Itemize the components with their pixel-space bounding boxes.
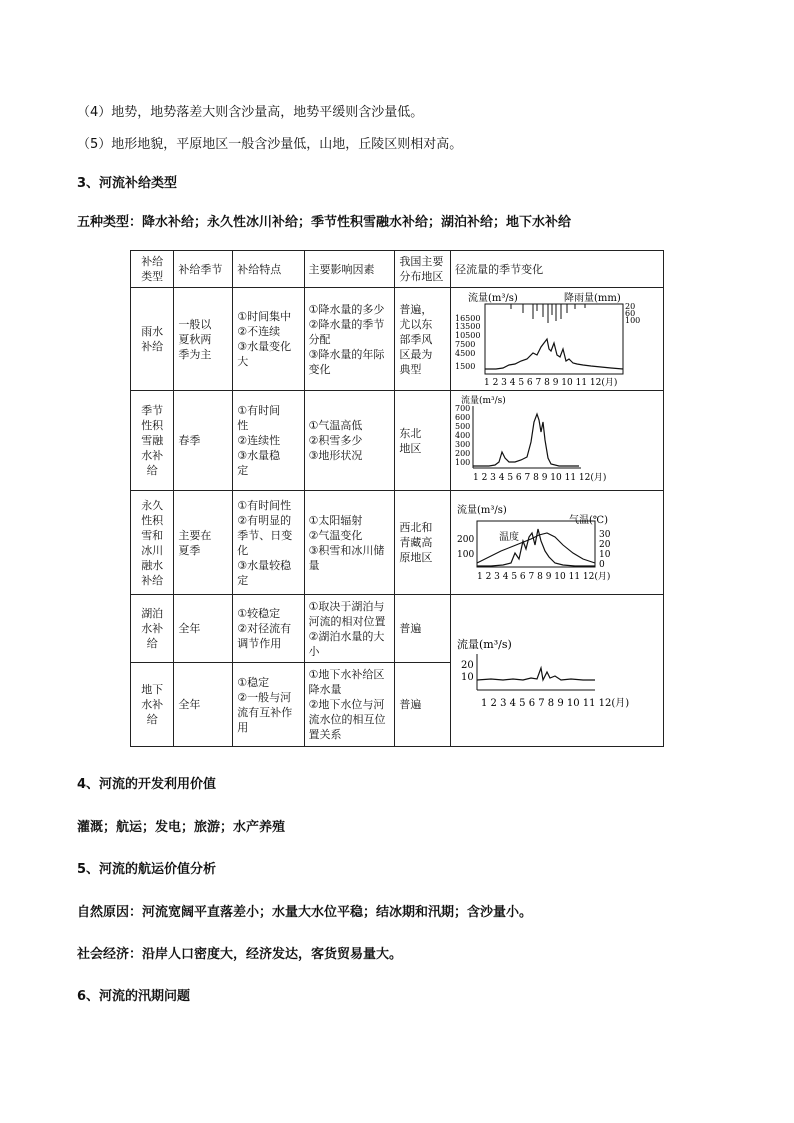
- row-rain-type: 雨水 补给: [131, 288, 174, 391]
- row-rain-season: 一般以 夏秋两 季为主: [174, 288, 233, 391]
- rain-right-tick: 100: [625, 316, 641, 325]
- groundwater-runoff-chart: [451, 596, 656, 746]
- row-rain-chart-cell: [451, 288, 664, 391]
- table-row: [131, 491, 664, 595]
- header-type: 补给 类型: [131, 251, 174, 288]
- row-glacier-features: ①有时间性 ②有明显的 季节、日变化 ③水量较稳 定: [233, 491, 304, 595]
- row-snow-season: 春季: [174, 391, 233, 491]
- ground-flow-label: 流量(m³/s): [457, 637, 512, 651]
- snow-runoff-line: [473, 414, 579, 466]
- rain-right-tick: 60: [625, 309, 636, 318]
- row-ground-regions: 普遍: [395, 663, 451, 747]
- row-ground-features: ①稳定 ②一般与河 流有互补作 用: [233, 663, 304, 747]
- row-glacier-season: 主要在 夏季: [174, 491, 233, 595]
- rain-runoff-line: [485, 339, 623, 369]
- row-ground-type: 地下 水补 给: [131, 663, 174, 747]
- row-glacier-type: 永久 性积 雪和 冰川 融水 补给: [131, 491, 174, 595]
- glacier-right-tick: 0: [599, 559, 605, 570]
- section-4-body: 灌溉；航运；发电；旅游；水产养殖: [77, 820, 286, 835]
- snow-y-tick: 300: [455, 439, 471, 449]
- snow-y-tick: 100: [455, 457, 471, 467]
- rain-right-tick: 20: [625, 302, 636, 311]
- row-glacier-chart-cell: [451, 491, 664, 595]
- rain-x-axis: 1 2 3 4 5 6 7 8 9 10 11 12(月): [484, 378, 618, 388]
- rain-flow-label: 流量(m³/s): [468, 293, 518, 304]
- table-row: [131, 391, 664, 491]
- glacier-temp-label: 气温(℃): [569, 514, 609, 526]
- row-glacier-regions: 西北和 青藏高 原地区: [395, 491, 451, 595]
- glacier-flow-label: 流量(m³/s): [457, 504, 507, 516]
- header-factors: 主要影响因素: [304, 251, 395, 288]
- row-lake-type: 湖泊 水补 给: [131, 595, 174, 663]
- glacier-curve-label: 温度: [499, 531, 520, 543]
- row-lake-factors: ①取决于湖泊与 河流的相对位置 ②湖泊水量的大 小: [304, 595, 395, 663]
- rain-y-tick: 7500: [455, 340, 476, 349]
- glacier-y-tick: 100: [457, 549, 475, 560]
- rain-y-tick: 13500: [455, 322, 481, 331]
- rain-runoff-chart: [451, 289, 656, 389]
- rain-precip-label: 降雨量(mm): [564, 293, 621, 304]
- row-rain-features: ①时间集中 ②不连续 ③水量变化 大: [233, 288, 304, 391]
- recharge-types-table: [130, 250, 664, 747]
- glacier-plot-frame: [477, 521, 595, 567]
- section-3-heading: 3、河流补给类型: [77, 176, 178, 191]
- snow-y-tick: 200: [455, 448, 471, 458]
- table-row: [131, 288, 664, 391]
- row-glacier-factors: ①太阳辐射 ②气温变化 ③积雪和冰川储 量: [304, 491, 395, 595]
- row-snow-factors: ①气温高低 ②积雪多少 ③地形状况: [304, 391, 395, 491]
- row-lake-features: ①较稳定 ②对径流有 调节作用: [233, 595, 304, 663]
- intro-item-4: （4）地势，地势落差大则含沙量高，地势平缓则含沙量低。: [77, 105, 424, 120]
- glacier-x-axis: 1 2 3 4 5 6 7 8 9 10 11 12(月): [477, 571, 611, 582]
- snow-x-axis: 1 2 3 4 5 6 7 8 9 10 11 12(月): [473, 472, 607, 483]
- snow-y-tick: 500: [455, 421, 471, 431]
- row-snow-features: ①有时间 性 ②连续性 ③水量稳 定: [233, 391, 304, 491]
- header-runoff: 径流量的季节变化: [451, 251, 664, 288]
- glacier-right-tick: 30: [599, 529, 611, 540]
- glacier-y-tick: 200: [457, 534, 475, 545]
- row-lake-regions: 普遍: [395, 595, 451, 663]
- snow-runoff-chart: [451, 392, 656, 490]
- snow-y-tick: 600: [455, 412, 471, 422]
- header-features: 补给特点: [233, 251, 304, 288]
- row-lake-season: 全年: [174, 595, 233, 663]
- section-5-social: 社会经济：沿岸人口密度大，经济发达，客货贸易量大。: [77, 947, 403, 962]
- table-row: [131, 595, 664, 663]
- rain-plot-frame: [485, 304, 623, 374]
- row-rain-regions: 普遍， 尤以东 部季风 区最为 典型: [395, 288, 451, 391]
- section-5-natural: 自然原因：河流宽阔平直落差小；水量大水位平稳；结冰期和汛期；含沙量小。: [77, 905, 533, 920]
- glacier-runoff-line: [477, 529, 595, 566]
- header-season: 补给季节: [174, 251, 233, 288]
- row-ground-factors: ①地下水补给区 降水量 ②地下水位与河 流水位的相互位 置关系: [304, 663, 395, 747]
- section-5-heading: 5、河流的航运价值分析: [77, 862, 217, 877]
- row-snow-regions: 东北 地区: [395, 391, 451, 491]
- row-rain-factors: ①降水量的多少 ②降水量的季节 分配 ③降水量的年际 变化: [304, 288, 395, 391]
- table-header-row: [131, 251, 664, 288]
- ground-y-tick: 10: [461, 671, 474, 683]
- rain-y-tick: 4500: [455, 349, 476, 358]
- row-lake-ground-chart-cell: [451, 595, 664, 747]
- glacier-right-tick: 20: [599, 539, 611, 550]
- rain-y-tick: 1500: [455, 362, 476, 371]
- row-snow-type: 季节 性积 雪融 水补 给: [131, 391, 174, 491]
- rain-y-tick: 16500: [455, 314, 481, 323]
- glacier-right-tick: 10: [599, 549, 611, 560]
- section-4-heading: 4、河流的开发利用价值: [77, 777, 217, 792]
- row-snow-chart-cell: [451, 391, 664, 491]
- row-ground-season: 全年: [174, 663, 233, 747]
- snow-y-tick: 400: [455, 430, 471, 440]
- ground-x-axis: 1 2 3 4 5 6 7 8 9 10 11 12(月): [481, 697, 630, 709]
- glacier-runoff-chart: [451, 493, 656, 593]
- snow-flow-label: 流量(m³/s): [461, 395, 506, 406]
- rain-precip-bars: [511, 304, 585, 323]
- intro-item-5: （5）地形地貌，平原地区一般含沙量低，山地，丘陵区则相对高。: [77, 137, 463, 152]
- section-6-heading: 6、河流的汛期问题: [77, 989, 191, 1004]
- header-regions: 我国主要 分布地区: [395, 251, 451, 288]
- ground-runoff-line: [477, 668, 595, 680]
- snow-y-tick: 700: [455, 403, 471, 413]
- section-3-summary: 五种类型：降水补给；永久性冰川补给；季节性积雪融水补给；湖泊补给；地下水补给: [77, 215, 572, 230]
- rain-y-tick: 10500: [455, 331, 481, 340]
- ground-y-tick: 20: [461, 659, 474, 671]
